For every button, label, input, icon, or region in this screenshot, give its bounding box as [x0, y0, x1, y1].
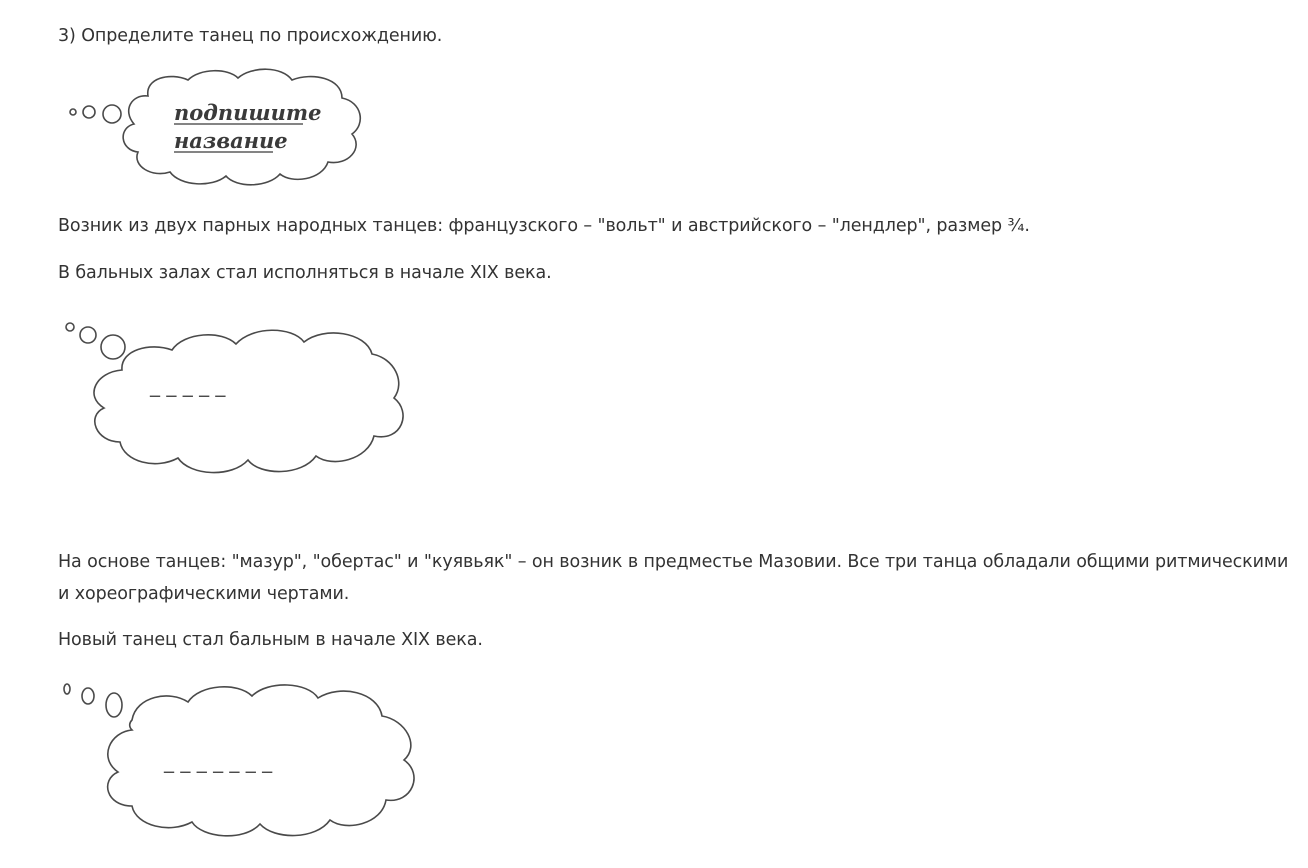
thought-bubble-icon — [60, 318, 420, 486]
dance2-origin — [58, 546, 1289, 610]
hint-line-2: название — [174, 128, 288, 153]
answer-blank-1: _ _ _ _ _ — [150, 373, 226, 397]
dance2-origin-line2: и хореографическими чертами. — [58, 584, 350, 604]
hint-line-1: подпишите — [174, 100, 322, 125]
hint-cloud — [60, 66, 380, 190]
answer-blank-2: _ _ _ _ _ _ _ — [164, 749, 273, 773]
thought-bubble-icon — [60, 676, 430, 848]
answer-cloud-1 — [60, 318, 420, 486]
dance2-ballroom: Новый танец стал бальным в начале XIX века. — [58, 630, 483, 650]
thought-bubble-icon — [60, 66, 380, 190]
dance1-ballroom: В бальных залах стал исполняться в начале XIX века. — [58, 263, 552, 283]
dance2-origin-line1: На основе танцев: "мазур", "обертас" и "куявьяк" – он возник в предместье Мазовии. Все три танца обладали общими ритмическими — [58, 552, 1289, 572]
task-heading: 3) Определите танец по происхождению. — [58, 26, 443, 46]
answer-cloud-2 — [60, 676, 430, 848]
dance1-origin: Возник из двух парных народных танцев: французского – "вольт" и австрийского – "лендлер", размер ¾. — [58, 216, 1030, 236]
